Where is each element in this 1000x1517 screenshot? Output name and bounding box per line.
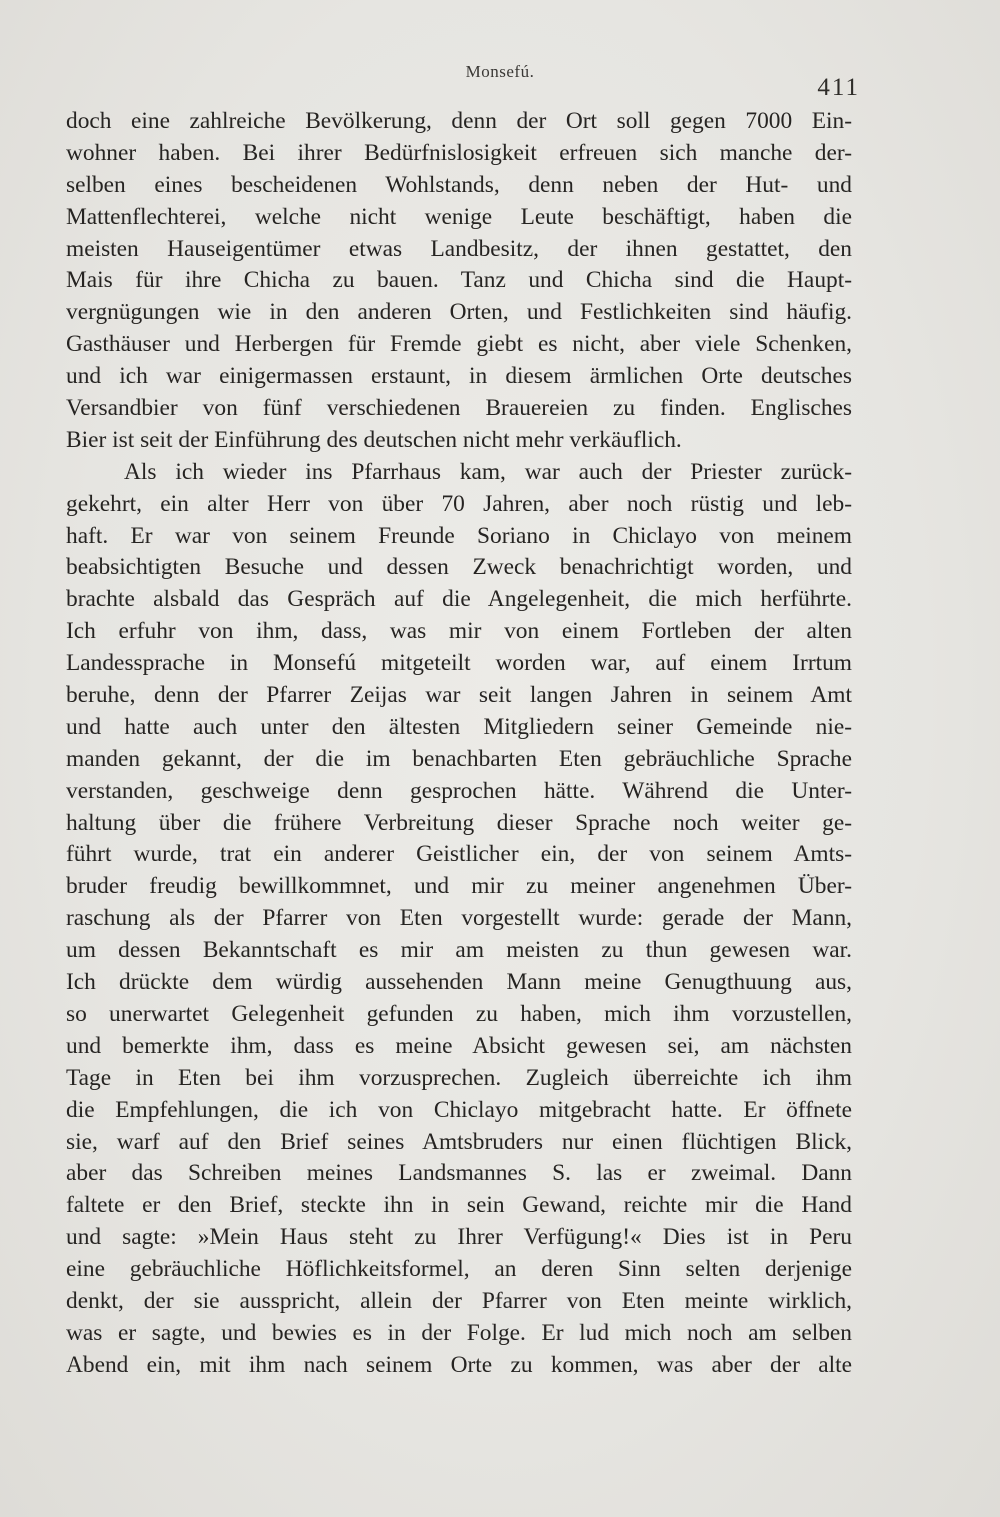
text-line: verstanden, geschweige denn gesprochen hätte. Während die Unter- [66,777,852,804]
text-line: Tage in Eten bei ihm vorzusprechen. Zugleich überreichte ich ihm [66,1064,852,1091]
text-line: Gasthäuser und Herbergen für Fremde giebt es nicht, aber viele Schenken, [66,331,852,358]
page-number: 411 [817,74,860,101]
text-line: beruhe, denn der Pfarrer Zeijas war seit langen Jahren in seinem Amt [66,682,852,709]
text-line: raschung als der Pfarrer von Eten vorgestellt wurde: gerade der Mann, [66,905,852,932]
text-line: Landessprache in Monsefú mitgeteilt worden war, auf einem Irrtum [66,650,852,677]
text-line: vergnügungen wie in den anderen Orten, und Festlichkeiten sind häufig. [66,299,852,326]
running-head: Monsefú. [465,62,535,81]
text-line: faltete er den Brief, steckte ihn in sein Gewand, reichte mir die Hand [66,1192,852,1219]
text-line: sie, warf auf den Brief seines Amtsbruders nur einen flüchtigen Blick, [66,1128,852,1155]
text-line: haft. Er war von seinem Freunde Soriano in Chiclayo von meinem [66,522,852,549]
text-line: Ich drückte dem würdig aussehenden Mann meine Genugthuung aus, [66,969,852,996]
text-line: so unerwartet Gelegenheit gefunden zu haben, mich ihm vorzustellen, [66,1000,852,1027]
text-line: und hatte auch unter den ältesten Mitgliedern seiner Gemeinde nie- [66,713,852,740]
text-line: Mais für ihre Chicha zu bauen. Tanz und Chicha sind die Haupt- [66,267,852,294]
paragraph-first-line: Als ich wieder ins Pfarrhaus kam, war auch der Priester zurück- [124,458,852,485]
text-line: führt wurde, trat ein anderer Geistlicher ein, der von seinem Amts- [66,841,852,868]
paragraph-end-line: Bier ist seit der Einführung des deutschen nicht mehr verkäuflich. [66,426,682,453]
text-line: selben eines bescheidenen Wohlstands, denn neben der Hut- und [66,171,852,198]
text-line: die Empfehlungen, die ich von Chiclayo mitgebracht hatte. Er öffnete [66,1096,852,1123]
text-line: haltung über die frühere Verbreitung dieser Sprache noch weiter ge- [66,809,852,836]
text-line: Mattenflechterei, welche nicht wenige Leute beschäftigt, haben die [66,203,852,230]
text-line: Abend ein, mit ihm nach seinem Orte zu kommen, was aber der alte [66,1351,852,1378]
body-text [66,106,852,1382]
text-line: doch eine zahlreiche Bevölkerung, denn der Ort soll gegen 7000 Ein- [66,108,852,134]
text-line: Versandbier von fünf verschiedenen Brauereien zu finden. Englisches [66,395,852,422]
text-line: und sagte: »Mein Haus steht zu Ihrer Verfügung!« Dies ist in Peru [66,1224,852,1251]
text-line: wohner haben. Bei ihrer Bedürfnislosigkeit erfreuen sich manche der- [66,139,852,166]
text-line: und bemerkte ihm, dass es meine Absicht gewesen sei, am nächsten [66,1032,852,1059]
text-line: beabsichtigten Besuche und dessen Zweck benachrichtigt worden, und [66,554,852,581]
text-line: eine gebräuchliche Höflichkeitsformel, an deren Sinn selten derjenige [66,1256,852,1283]
text-line: brachte alsbald das Gespräch auf die Angelegenheit, die mich herführte. [66,586,852,613]
text-line: aber das Schreiben meines Landsmannes S. las er zweimal. Dann [66,1160,852,1187]
text-line: und ich war einigermassen erstaunt, in diesem ärmlichen Orte deutsches [66,363,852,390]
text-line: bruder freudig bewillkommnet, und mir zu meiner angenehmen Über- [66,873,852,900]
text-line: gekehrt, ein alter Herr von über 70 Jahren, aber noch rüstig und leb- [66,490,852,517]
text-line: meisten Hauseigentümer etwas Landbesitz, der ihnen gestattet, den [66,235,852,262]
text-line: Ich erfuhr von ihm, dass, was mir von einem Fortleben der alten [66,618,852,645]
text-line: was er sagte, und bewies es in der Folge. Er lud mich noch am selben [66,1319,852,1346]
text-line: manden gekannt, der die im benachbarten Eten gebräuchliche Sprache [66,745,852,772]
text-line: um dessen Bekanntschaft es mir am meisten zu thun gewesen war. [66,937,852,964]
text-line: denkt, der sie ausspricht, allein der Pfarrer von Eten meinte wirklich, [66,1287,852,1314]
